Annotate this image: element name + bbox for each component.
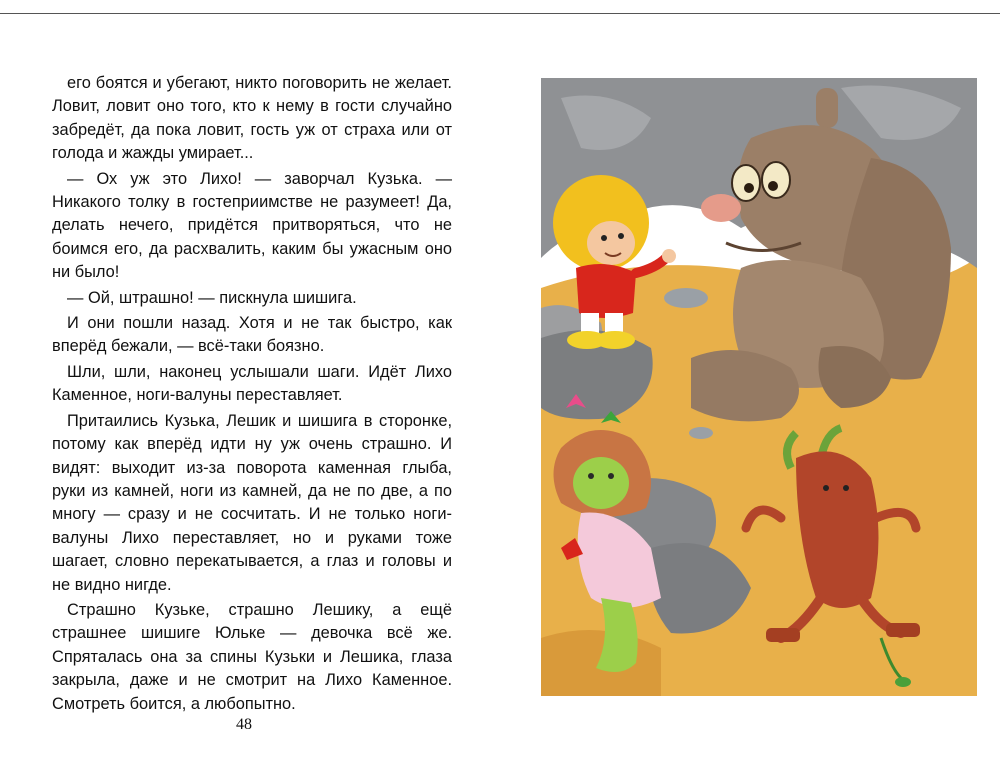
page-number: 48 — [236, 716, 252, 733]
story-illustration — [541, 78, 977, 696]
paragraph-7: Страшно Кузьке, страшно Лешику, а ещё страшнее шишиге Юльке — девочка всё же. Спряталась она за спины Кузьки и Лешика, глаза закрыла, даже и не смотрит на Лихо Каменное. Смотреть боится, а любопытно. — [52, 600, 452, 713]
text-column — [52, 72, 452, 718]
paragraph-5: Шли, шли, наконец услышали шаги. Идёт Лихо Каменное, ноги-валуны переставляет. — [52, 362, 452, 405]
paragraph-1: его боятся и убегают, никто поговорить не желает. Ловит, ловит оно того, кто к нему в гости случайно забредёт, да пока ловит, гость уж от страха или от голода и жажды умирает... — [52, 74, 452, 163]
paragraph-2: — Ох уж это Лихо! — заворчал Кузька. — Никакого толку в гостеприимстве не разумеет! Да, делать нечего, придётся притворяться, что не боимся его, да расхвалить, каким бы ужасным оно ни было! — [52, 169, 452, 282]
paragraph-4: И они пошли назад. Хотя и не так быстро, как вперёд бежали, — всё-таки боязно. — [52, 314, 452, 356]
page-top-border — [0, 0, 1000, 14]
paragraph-6: Притаились Кузька, Лешик и шишига в сторонке, потому как вперёд идти ну уж очень страшно. И видят: выходит из-за поворота каменная глыба, руки из камней, ноги из камней, да не по две, а по многу — сразу и не сосчитать. И не только ноги-валуны Лихо переставляет, но и руками тоже шагает, словно перекатывается, а глаз и головы и не видно нигде. — [52, 411, 452, 594]
paragraph-3: — Ой, штрашно! — пискнула шишига. — [67, 288, 357, 307]
